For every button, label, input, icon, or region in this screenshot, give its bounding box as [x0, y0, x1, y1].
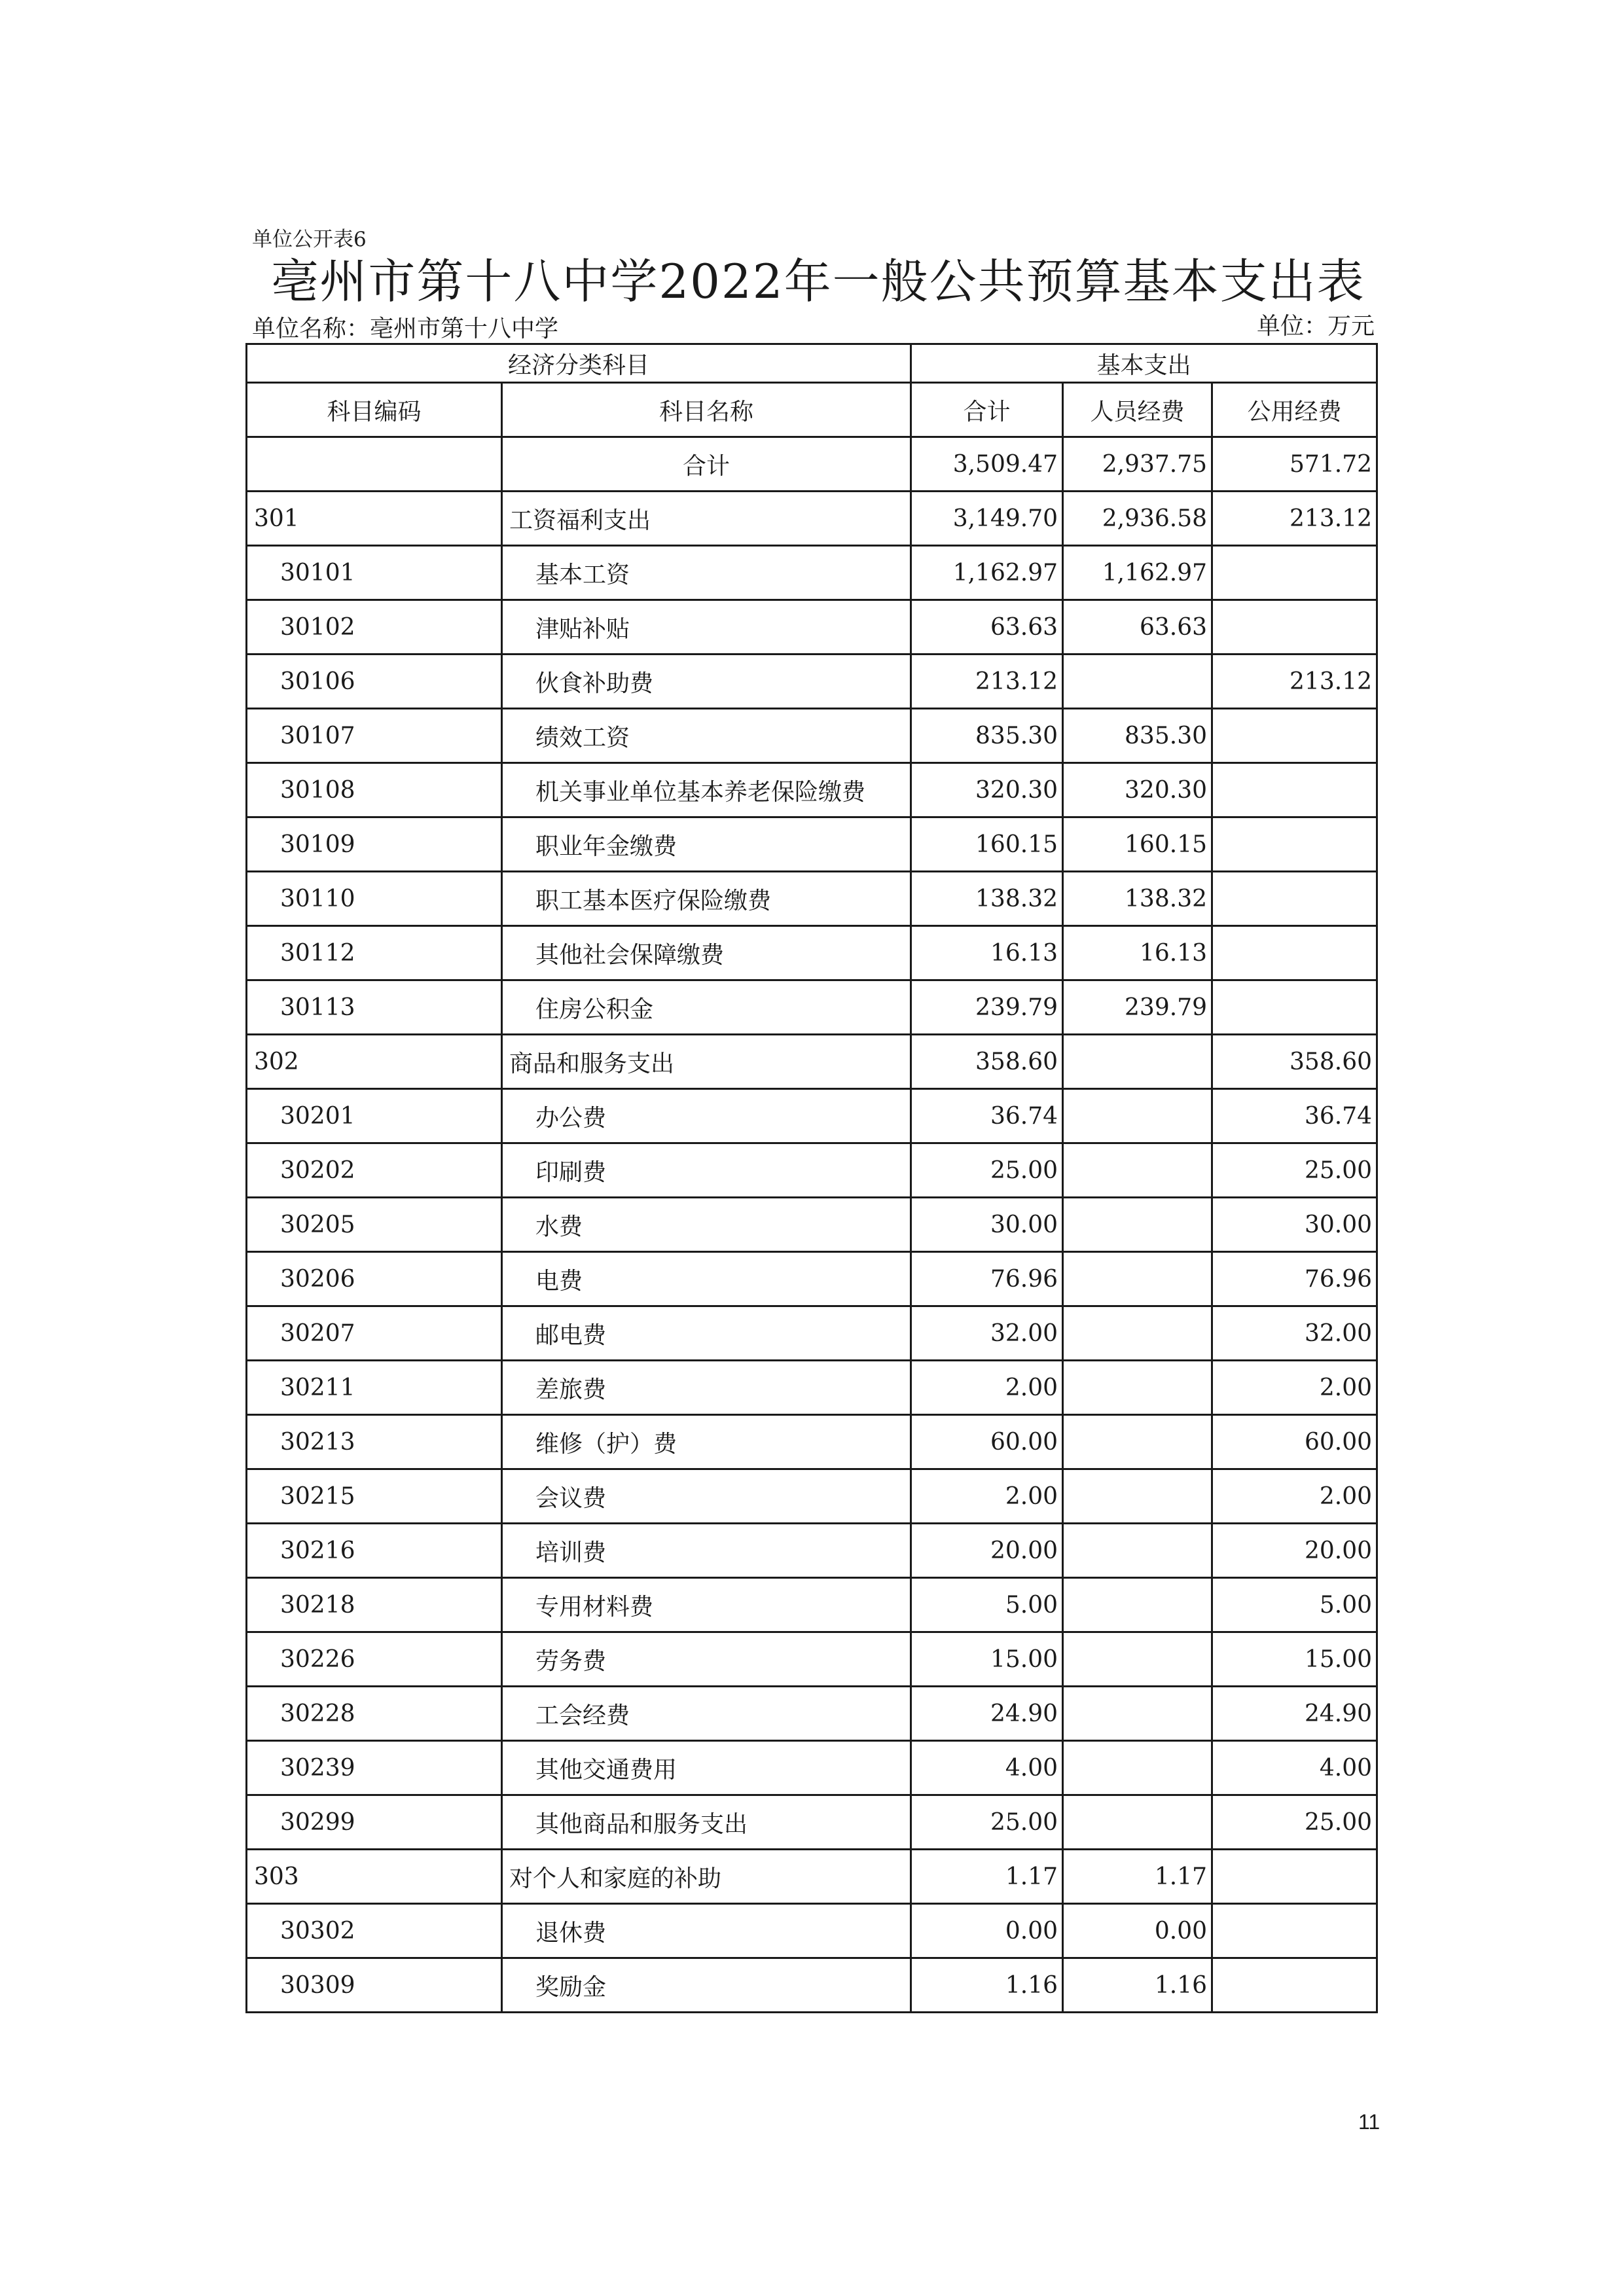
cell-public: [1212, 763, 1377, 817]
cell-code: 30216: [247, 1524, 502, 1578]
total-row-total: 3,509.47: [911, 437, 1063, 492]
table-row: [247, 1958, 1377, 2013]
group-header-row: [247, 344, 1377, 383]
table-row: [247, 492, 1377, 546]
cell-personnel: 63.63: [1063, 600, 1212, 655]
cell-personnel: [1063, 1143, 1212, 1198]
cell-code: 30107: [247, 709, 502, 763]
table-row: [247, 926, 1377, 980]
table-row: [247, 655, 1377, 709]
cell-personnel: [1063, 1687, 1212, 1741]
table-row: [247, 1469, 1377, 1524]
cell-public: [1212, 926, 1377, 980]
cell-name: 会议费: [502, 1469, 911, 1524]
cell-code: 30101: [247, 546, 502, 600]
cell-name: 培训费: [502, 1524, 911, 1578]
cell-total: 0.00: [911, 1904, 1063, 1958]
cell-public: 213.12: [1212, 492, 1377, 546]
cell-personnel: 1.17: [1063, 1850, 1212, 1904]
cell-total: 138.32: [911, 872, 1063, 926]
cell-personnel: 2,936.58: [1063, 492, 1212, 546]
cell-code: 30108: [247, 763, 502, 817]
cell-code: 30226: [247, 1632, 502, 1687]
cell-public: 5.00: [1212, 1578, 1377, 1632]
cell-code: 30218: [247, 1578, 502, 1632]
cell-total: 160.15: [911, 817, 1063, 872]
cell-name: 工会经费: [502, 1687, 911, 1741]
cell-name: 职业年金缴费: [502, 817, 911, 872]
cell-total: 3,149.70: [911, 492, 1063, 546]
table-row: [247, 1578, 1377, 1632]
cell-public: 4.00: [1212, 1741, 1377, 1795]
table-row: [247, 546, 1377, 600]
personnel-column-header: 人员经费: [1063, 383, 1212, 437]
cell-name: 专用材料费: [502, 1578, 911, 1632]
cell-personnel: 1,162.97: [1063, 546, 1212, 600]
basic-expenditure-header: 基本支出: [911, 344, 1377, 383]
table-row: [247, 1415, 1377, 1469]
unit-label: 单位：万元: [1256, 313, 1375, 340]
cell-code: 30102: [247, 600, 502, 655]
cell-name: 职工基本医疗保险缴费: [502, 872, 911, 926]
cell-name: 机关事业单位基本养老保险缴费: [502, 763, 911, 817]
column-header-row: [247, 383, 1377, 437]
cell-total: 5.00: [911, 1578, 1063, 1632]
cell-code: 30228: [247, 1687, 502, 1741]
cell-code: 30109: [247, 817, 502, 872]
cell-name: 印刷费: [502, 1143, 911, 1198]
cell-total: 4.00: [911, 1741, 1063, 1795]
cell-code: 30213: [247, 1415, 502, 1469]
cell-code: 30211: [247, 1361, 502, 1415]
table-row: [247, 1687, 1377, 1741]
cell-public: 15.00: [1212, 1632, 1377, 1687]
cell-personnel: 1.16: [1063, 1958, 1212, 2013]
total-row-label: 合计: [502, 437, 911, 492]
cell-name: 电费: [502, 1252, 911, 1306]
table-row: [247, 1306, 1377, 1361]
cell-personnel: [1063, 1795, 1212, 1850]
cell-public: 32.00: [1212, 1306, 1377, 1361]
cell-personnel: [1063, 1578, 1212, 1632]
cell-name: 办公费: [502, 1089, 911, 1143]
cell-total: 1,162.97: [911, 546, 1063, 600]
cell-personnel: [1063, 1415, 1212, 1469]
page-number: 11: [1358, 2110, 1380, 2134]
cell-total: 320.30: [911, 763, 1063, 817]
cell-total: 835.30: [911, 709, 1063, 763]
cell-code: 30112: [247, 926, 502, 980]
cell-total: 30.00: [911, 1198, 1063, 1252]
form-number: 单位公开表6: [252, 228, 367, 251]
cell-code: 30309: [247, 1958, 502, 2013]
cell-personnel: [1063, 1252, 1212, 1306]
cell-total: 213.12: [911, 655, 1063, 709]
table-row: [247, 1795, 1377, 1850]
cell-code: 30202: [247, 1143, 502, 1198]
cell-personnel: [1063, 1361, 1212, 1415]
cell-public: 20.00: [1212, 1524, 1377, 1578]
cell-total: 15.00: [911, 1632, 1063, 1687]
table-row: [247, 1741, 1377, 1795]
cell-name: 其他交通费用: [502, 1741, 911, 1795]
table-row: [247, 1035, 1377, 1089]
table-row: [247, 1850, 1377, 1904]
cell-total: 76.96: [911, 1252, 1063, 1306]
cell-personnel: [1063, 1089, 1212, 1143]
total-row-personnel: 2,937.75: [1063, 437, 1212, 492]
cell-name: 其他商品和服务支出: [502, 1795, 911, 1850]
cell-public: 30.00: [1212, 1198, 1377, 1252]
cell-name: 邮电费: [502, 1306, 911, 1361]
table-row: [247, 600, 1377, 655]
cell-public: 358.60: [1212, 1035, 1377, 1089]
cell-personnel: 16.13: [1063, 926, 1212, 980]
cell-personnel: [1063, 1524, 1212, 1578]
cell-public: 2.00: [1212, 1469, 1377, 1524]
cell-code: 30299: [247, 1795, 502, 1850]
table-row: [247, 1143, 1377, 1198]
cell-total: 2.00: [911, 1361, 1063, 1415]
cell-name: 劳务费: [502, 1632, 911, 1687]
cell-public: 25.00: [1212, 1143, 1377, 1198]
cell-personnel: 835.30: [1063, 709, 1212, 763]
cell-total: 20.00: [911, 1524, 1063, 1578]
cell-public: 76.96: [1212, 1252, 1377, 1306]
cell-code: 302: [247, 1035, 502, 1089]
cell-total: 16.13: [911, 926, 1063, 980]
cell-public: 36.74: [1212, 1089, 1377, 1143]
cell-public: [1212, 980, 1377, 1035]
cell-name: 对个人和家庭的补助: [502, 1850, 911, 1904]
cell-personnel: 320.30: [1063, 763, 1212, 817]
cell-total: 25.00: [911, 1143, 1063, 1198]
code-column-header: 科目编码: [247, 383, 502, 437]
cell-total: 60.00: [911, 1415, 1063, 1469]
cell-total: 63.63: [911, 600, 1063, 655]
cell-public: 213.12: [1212, 655, 1377, 709]
cell-code: 30106: [247, 655, 502, 709]
total-column-header: 合计: [911, 383, 1063, 437]
cell-public: 25.00: [1212, 1795, 1377, 1850]
page-title: 亳州市第十八中学2022年一般公共预算基本支出表: [271, 254, 1365, 309]
cell-name: 水费: [502, 1198, 911, 1252]
cell-public: [1212, 1850, 1377, 1904]
public-column-header: 公用经费: [1212, 383, 1377, 437]
table-row: [247, 1632, 1377, 1687]
total-row: [247, 437, 1377, 492]
cell-personnel: [1063, 1198, 1212, 1252]
cell-code: 30215: [247, 1469, 502, 1524]
cell-personnel: [1063, 1741, 1212, 1795]
cell-code: 30239: [247, 1741, 502, 1795]
budget-table: [245, 343, 1378, 2013]
cell-personnel: [1063, 1035, 1212, 1089]
table-row: [247, 709, 1377, 763]
cell-personnel: [1063, 1306, 1212, 1361]
cell-name: 其他社会保障缴费: [502, 926, 911, 980]
table-row: [247, 763, 1377, 817]
cell-code: 30201: [247, 1089, 502, 1143]
cell-total: 1.17: [911, 1850, 1063, 1904]
cell-name: 退休费: [502, 1904, 911, 1958]
cell-code: 30207: [247, 1306, 502, 1361]
cell-public: 60.00: [1212, 1415, 1377, 1469]
table-row: [247, 1904, 1377, 1958]
total-row-code: [247, 437, 502, 492]
cell-public: [1212, 546, 1377, 600]
cell-code: 30302: [247, 1904, 502, 1958]
cell-personnel: [1063, 655, 1212, 709]
cell-public: [1212, 1958, 1377, 2013]
cell-personnel: 0.00: [1063, 1904, 1212, 1958]
cell-public: [1212, 872, 1377, 926]
table-row: [247, 817, 1377, 872]
cell-public: [1212, 817, 1377, 872]
cell-public: [1212, 709, 1377, 763]
cell-personnel: 138.32: [1063, 872, 1212, 926]
table-row: [247, 1089, 1377, 1143]
cell-total: 239.79: [911, 980, 1063, 1035]
cell-name: 津贴补贴: [502, 600, 911, 655]
cell-code: 30205: [247, 1198, 502, 1252]
table-row: [247, 1198, 1377, 1252]
name-column-header: 科目名称: [502, 383, 911, 437]
cell-public: 2.00: [1212, 1361, 1377, 1415]
cell-personnel: 160.15: [1063, 817, 1212, 872]
cell-name: 差旅费: [502, 1361, 911, 1415]
cell-total: 25.00: [911, 1795, 1063, 1850]
cell-public: [1212, 1904, 1377, 1958]
cell-name: 奖励金: [502, 1958, 911, 2013]
cell-personnel: [1063, 1632, 1212, 1687]
cell-name: 工资福利支出: [502, 492, 911, 546]
table-row: [247, 1361, 1377, 1415]
cell-total: 32.00: [911, 1306, 1063, 1361]
classification-header: 经济分类科目: [247, 344, 911, 383]
cell-code: 30110: [247, 872, 502, 926]
cell-total: 358.60: [911, 1035, 1063, 1089]
cell-public: [1212, 600, 1377, 655]
cell-name: 商品和服务支出: [502, 1035, 911, 1089]
total-row-public: 571.72: [1212, 437, 1377, 492]
cell-total: 1.16: [911, 1958, 1063, 2013]
cell-name: 基本工资: [502, 546, 911, 600]
cell-name: 伙食补助费: [502, 655, 911, 709]
cell-name: 绩效工资: [502, 709, 911, 763]
table-row: [247, 872, 1377, 926]
table-row: [247, 1524, 1377, 1578]
cell-name: 住房公积金: [502, 980, 911, 1035]
cell-code: 303: [247, 1850, 502, 1904]
cell-code: 30206: [247, 1252, 502, 1306]
cell-total: 2.00: [911, 1469, 1063, 1524]
cell-code: 30113: [247, 980, 502, 1035]
cell-code: 301: [247, 492, 502, 546]
cell-personnel: [1063, 1469, 1212, 1524]
cell-name: 维修（护）费: [502, 1415, 911, 1469]
cell-personnel: 239.79: [1063, 980, 1212, 1035]
cell-public: 24.90: [1212, 1687, 1377, 1741]
cell-total: 36.74: [911, 1089, 1063, 1143]
table-row: [247, 980, 1377, 1035]
organization-label: 单位名称：亳州市第十八中学: [252, 315, 559, 342]
table-row: [247, 1252, 1377, 1306]
cell-total: 24.90: [911, 1687, 1063, 1741]
